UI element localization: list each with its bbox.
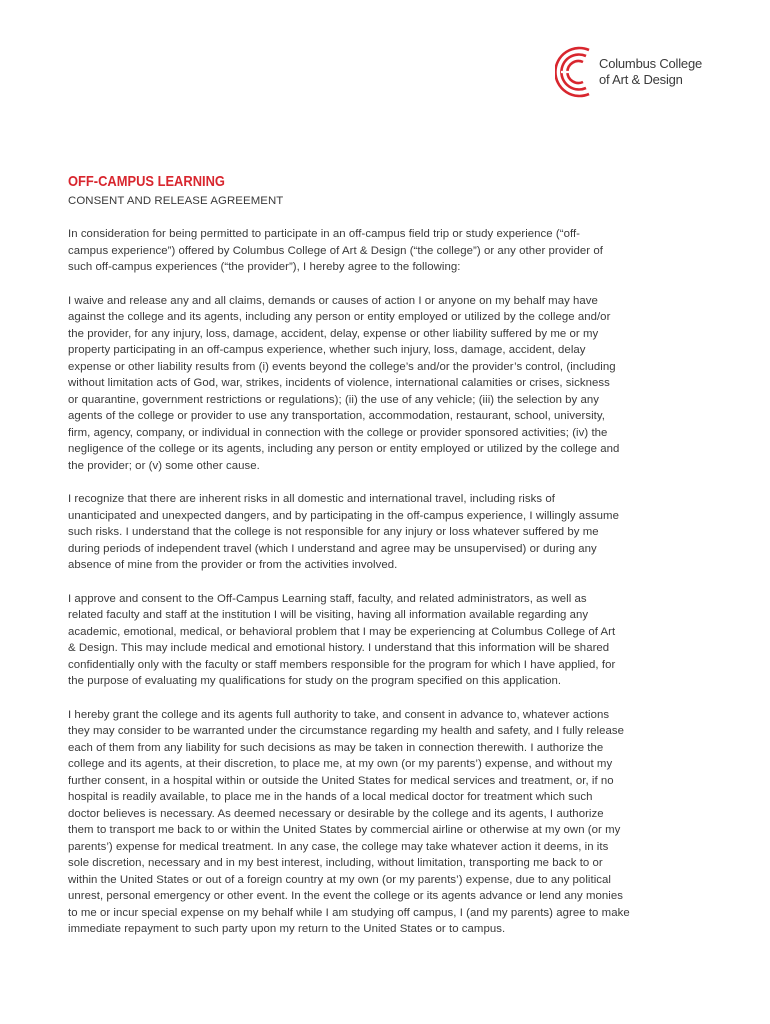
- paragraph-line: within the United States or out of a foreign country at my own (or my parents’) expense, due to any political: [68, 873, 611, 886]
- agreement-paragraph: [68, 591, 686, 690]
- paragraph-line: I approve and consent to the Off-Campus Learning staff, faculty, and related administrators, as well as: [68, 592, 587, 605]
- paragraph-line: college and its agents, at their discretion, to place me, at my own (or my parents’) expense, and without my: [68, 758, 613, 770]
- paragraph-line: immediate repayment to such party upon my return to the United States or to campus.: [68, 923, 506, 935]
- ccad-logo-mark-icon: [555, 44, 597, 100]
- paragraph-line: academic, emotional, medical, or behavioral problem that I may be experiencing at Columbus College of Art: [68, 625, 616, 638]
- paragraph-line: them to transport me back to or within the United States by commercial airline or otherwise at my own (or my: [68, 824, 621, 836]
- paragraph-line: the provider, for any injury, loss, damage, accident, delay, expense or other liability suffered by me or my: [68, 327, 599, 340]
- paragraph-line: property participating in an off-campus experience, whether such injury, loss, damage, accident, delay: [68, 344, 586, 356]
- paragraph-line: the purpose of evaluating my qualifications for study on the program specified on this application.: [68, 675, 562, 687]
- paragraph-line: during periods of independent travel (which I understand and agree may be unsupervised) or during any: [68, 542, 597, 555]
- paragraph-line: expense or other liability results from (i) events beyond the college’s and/or the provider’s control, (including: [68, 360, 616, 373]
- paragraph-line: parents’) expense for medical treatment. In any case, the college may take whatever action it deems, in its: [68, 840, 609, 853]
- paragraph-line: to me or incur special expense on my behalf while I am studying off campus, I (and my parents) agree to make: [68, 906, 630, 919]
- agreement-paragraphs: [68, 226, 686, 938]
- paragraph-line: unanticipated and unexpected dangers, and by participating in the off-campus experience, I willingly assume: [68, 509, 619, 522]
- paragraph-line: they may consider to be warranted under the circumstance regarding my health and safety, and I fully release: [68, 725, 625, 737]
- agreement-paragraph: [68, 293, 686, 475]
- paragraph-line: I waive and release any and all claims, demands or causes of action I or anyone on my behalf may have: [68, 294, 598, 307]
- paragraph-line: unrest, personal emergency or other event. In the event the college or its agents advance or lend any monies: [68, 890, 624, 902]
- paragraph-line: hospital is readily available, to place me in the hands of a local medical doctor for treatment which such: [68, 791, 593, 803]
- agreement-paragraph: [68, 226, 686, 276]
- paragraph-line: the provider; or (v) some other cause.: [68, 459, 260, 472]
- paragraph-line: confidentially only with the faculty or staff members responsible for the program for which I have applied, for: [68, 658, 616, 671]
- paragraph-line: firm, agency, company, or individual in connection with the college or provider sponsored activities; (iv) the: [68, 426, 608, 439]
- page-title: OFF-CAMPUS LEARNING: [68, 173, 225, 190]
- paragraph-line: without limitation acts of God, war, strikes, incidents of violence, international calamities or crises, sickness: [68, 377, 610, 389]
- logo-line-2: of Art & Design: [599, 72, 683, 87]
- paragraph-line: agents of the college or provider to use any transportation, accommodation, restaurant, school, university,: [68, 410, 605, 422]
- paragraph-line: further consent, in a hospital within or outside the United States for medical services and treatment, or, if no: [68, 774, 614, 787]
- paragraph-line: sole discretion, necessary and in my best interest, including, without limitation, transporting me back to or: [68, 857, 603, 869]
- paragraph-line: doctor believes is necessary. As deemed necessary or desirable by the college and its agents, I authorize: [68, 807, 604, 820]
- paragraph-line: campus experience”) offered by Columbus College of Art & Design (“the college”) or any other provider of: [68, 244, 603, 257]
- paragraph-line: negligence of the college or its agents, including any person or entity employed or utilized by the college and: [68, 443, 620, 455]
- paragraph-line: such off-campus experiences (“the provider”), I hereby agree to the following:: [68, 261, 461, 273]
- logo-line-1: Columbus College: [599, 56, 703, 71]
- page-subtitle: CONSENT AND RELEASE AGREEMENT: [68, 195, 284, 207]
- agreement-paragraph: [68, 707, 686, 938]
- paragraph-line: related faculty and staff at the institution I will be visiting, having all information available regarding any: [68, 609, 589, 621]
- paragraph-line: I hereby grant the college and its agents full authority to take, and consent in advance to, whatever actions: [68, 708, 610, 721]
- paragraph-line: I recognize that there are inherent risks in all domestic and international travel, including risks of: [68, 493, 555, 505]
- paragraph-line: or quarantine, government restrictions or regulations); (ii) the use of any vehicle; (iii) the selection by any: [68, 393, 600, 406]
- paragraph-line: absence of mine from the provider or from the activities involved.: [68, 559, 398, 571]
- college-logo: [555, 44, 702, 100]
- logo-wordmark: [599, 56, 702, 88]
- paragraph-line: & Design. This may include medical and emotional history. I understand that this information will be shared: [68, 642, 610, 654]
- paragraph-line: against the college and its agents, including any person or entity employed or utilized by the college and/or: [68, 311, 611, 323]
- paragraph-line: In consideration for being permitted to participate in an off-campus field trip or study experience (“off-: [68, 228, 581, 240]
- agreement-paragraph: [68, 491, 686, 574]
- paragraph-line: each of them from any liability for such decisions as may be taken in connection therewith. I authorize the: [68, 741, 604, 754]
- paragraph-line: such risks. I understand that the college is not responsible for any injury or loss whatever suffered by me: [68, 526, 599, 538]
- document-body: [68, 172, 686, 938]
